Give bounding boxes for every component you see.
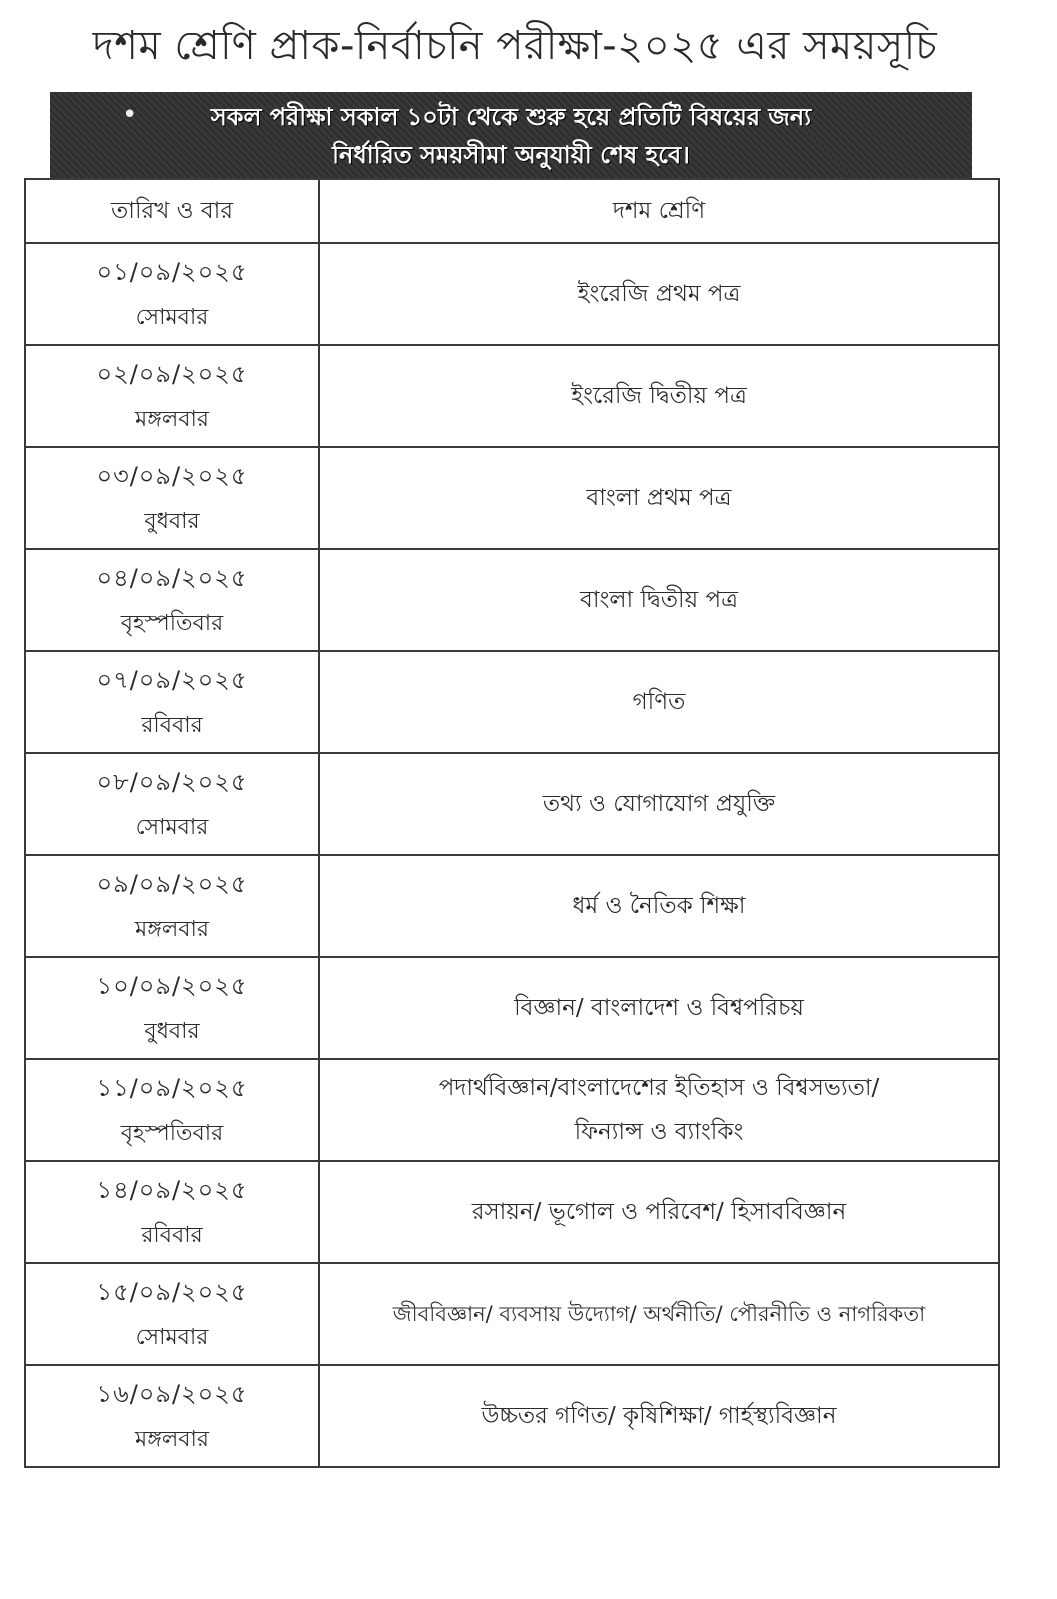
exam-date: ১১/০৯/২০২৫	[96, 1074, 248, 1102]
date-cell	[25, 1161, 319, 1263]
exam-date: ০৮/০৯/২০২৫	[96, 768, 248, 796]
date-cell	[25, 549, 319, 651]
exam-date: ০৪/০৯/২০২৫	[96, 564, 248, 592]
exam-date: ১৪/০৯/২০২৫	[96, 1176, 248, 1204]
date-cell	[25, 957, 319, 1059]
table-row	[25, 1263, 999, 1365]
page-title: দশম শ্রেণি প্রাক-নির্বাচনি পরীক্ষা-২০২৫ এর সময়সূচি	[92, 23, 938, 69]
subject-cell	[319, 345, 999, 447]
table-row	[25, 447, 999, 549]
header-class: দশম শ্রেণি	[319, 179, 999, 243]
table-row	[25, 243, 999, 345]
exam-date: ০৩/০৯/২০২৫	[96, 462, 248, 490]
exam-subject: বাংলা দ্বিতীয় পত্র	[580, 587, 738, 613]
subject-cell	[319, 651, 999, 753]
exam-day: সোমবার	[135, 1325, 209, 1350]
header-date-day: তারিখ ও বার	[25, 179, 319, 243]
subject-cell	[319, 855, 999, 957]
exam-date: ১৫/০৯/২০২৫	[96, 1278, 248, 1306]
exam-day: মঙ্গলবার	[135, 407, 209, 432]
exam-day: মঙ্গলবার	[135, 917, 209, 942]
subject-cell	[319, 549, 999, 651]
exam-subject: উচ্চতর গণিত/ কৃষিশিক্ষা/ গার্হস্থ্যবিজ্ঞান	[481, 1403, 837, 1429]
subject-cell	[319, 1161, 999, 1263]
exam-schedule-table	[24, 178, 1000, 1468]
date-cell	[25, 1263, 319, 1365]
exam-day: বুধবার	[144, 1019, 200, 1044]
date-cell	[25, 1365, 319, 1467]
table-row	[25, 1059, 999, 1161]
exam-subject: রসায়ন/ ভূগোল ও পরিবেশ/ হিসাববিজ্ঞান	[471, 1199, 847, 1225]
table-row	[25, 345, 999, 447]
subject-cell	[319, 447, 999, 549]
exam-day: সোমবার	[135, 815, 209, 840]
date-cell	[25, 651, 319, 753]
exam-subject: তথ্য ও যোগাযোগ প্রযুক্তি	[542, 791, 776, 817]
notice-line-1: সকল পরীক্ষা সকাল ১০টা থেকে শুরু হয়ে প্রতিটি বিষয়ের জন্য	[210, 103, 812, 131]
bullet-icon: •	[122, 100, 138, 130]
exam-subject: ইংরেজি প্রথম পত্র	[577, 281, 741, 307]
date-cell	[25, 243, 319, 345]
exam-date: ০১/০৯/২০২৫	[96, 258, 248, 286]
date-cell	[25, 753, 319, 855]
notice-line-2: নির্ধারিত সময়সীমা অনুযায়ী শেষ হবে।	[332, 141, 690, 169]
exam-date: ০৯/০৯/২০২৫	[96, 870, 248, 898]
exam-date: ১৬/০৯/২০২৫	[96, 1380, 248, 1408]
subject-cell	[319, 957, 999, 1059]
subject-cell	[319, 243, 999, 345]
exam-day: রবিবার	[141, 1223, 203, 1248]
table-row	[25, 855, 999, 957]
exam-day: মঙ্গলবার	[135, 1427, 209, 1452]
exam-day: বুধবার	[144, 509, 200, 534]
table-row	[25, 549, 999, 651]
exam-subject: বাংলা প্রথম পত্র	[586, 485, 732, 511]
exam-day: বৃহস্পতিবার	[120, 611, 224, 636]
date-cell	[25, 1059, 319, 1161]
exam-day: বৃহস্পতিবার	[120, 1121, 224, 1146]
exam-subject: ইংরেজি দ্বিতীয় পত্র	[571, 383, 747, 409]
exam-date: ০২/০৯/২০২৫	[96, 360, 248, 388]
table-header-row	[25, 179, 999, 243]
subject-cell	[319, 1059, 999, 1161]
exam-subject: জীববিজ্ঞান/ ব্যবসায় উদ্যোগ/ অর্থনীতি/ পৌরনীতি ও নাগরিকতা	[392, 1302, 926, 1326]
notice-banner	[50, 92, 972, 178]
table-row	[25, 1161, 999, 1263]
date-cell	[25, 855, 319, 957]
subject-cell	[319, 1263, 999, 1365]
exam-date: ১০/০৯/২০২৫	[96, 972, 248, 1000]
exam-subject: ধর্ম ও নৈতিক শিক্ষা	[572, 893, 746, 919]
table-row	[25, 651, 999, 753]
exam-subject-line-1: পদার্থবিজ্ঞান/বাংলাদেশের ইতিহাস ও বিশ্বসভ্যতা/	[438, 1075, 880, 1101]
date-cell	[25, 345, 319, 447]
exam-subject: বিজ্ঞান/ বাংলাদেশ ও বিশ্বপরিচয়	[514, 995, 804, 1021]
exam-day: রবিবার	[141, 713, 203, 738]
subject-cell	[319, 753, 999, 855]
exam-subject-line-2: ফিন্যান্স ও ব্যাংকিং	[574, 1119, 744, 1145]
table-row	[25, 1365, 999, 1467]
subject-cell	[319, 1365, 999, 1467]
table-row	[25, 957, 999, 1059]
exam-date: ০৭/০৯/২০২৫	[96, 666, 248, 694]
exam-subject: গণিত	[632, 689, 686, 715]
exam-day: সোমবার	[135, 305, 209, 330]
date-cell	[25, 447, 319, 549]
table-row	[25, 753, 999, 855]
